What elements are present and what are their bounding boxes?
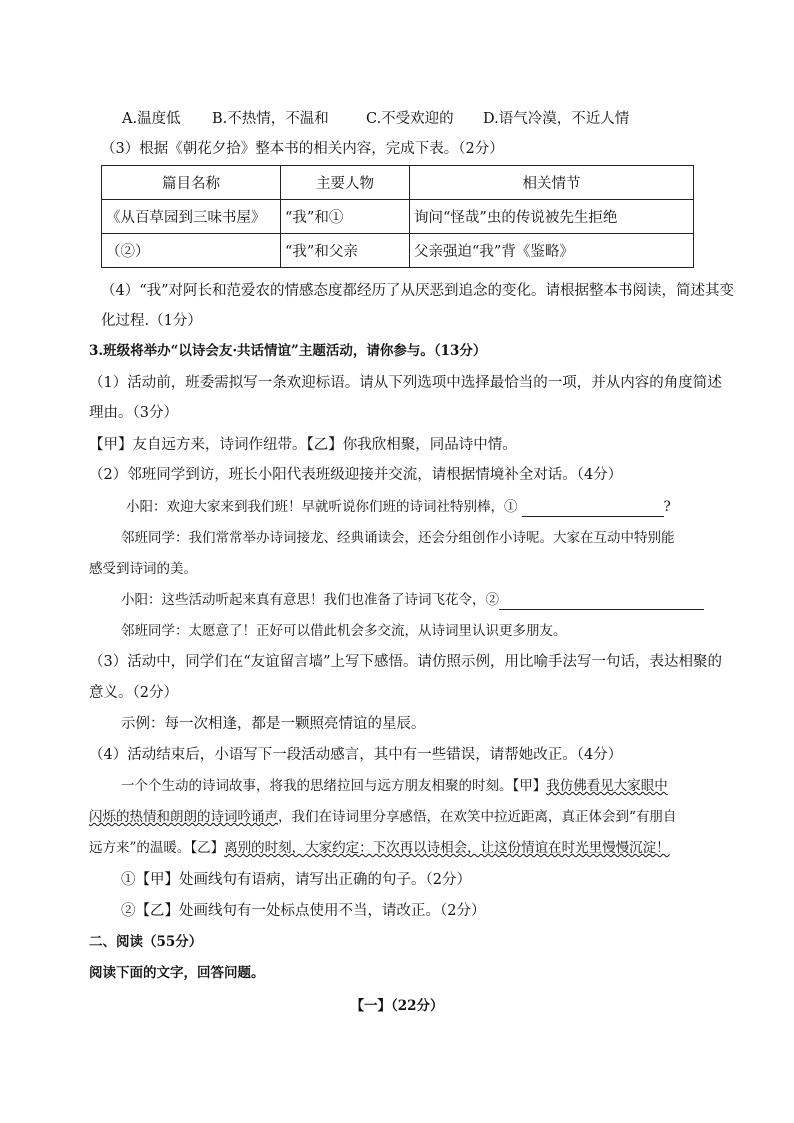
passage-text: 一个个生动的诗词故事，将我的思绪拉回与远方朋友相聚的时刻。【甲】	[121, 778, 547, 794]
dialog-line-1	[126, 497, 671, 517]
dialog-end: ?	[663, 499, 671, 515]
underlined-sentence-jia: 我仿佛看见大家眼中	[546, 778, 668, 794]
passage-text: 远方来”的温暖。【乙】	[89, 840, 225, 856]
table-row	[102, 234, 694, 268]
header-cell: 篇目名称	[102, 166, 281, 200]
passage-text: ，我们在诗词里分享感悟，在欢笑中拉近距离，真正体会到“有朋自	[278, 809, 677, 825]
s3-1-line2: 理由。（3分）	[89, 405, 178, 421]
answer-blank-2[interactable]	[499, 593, 704, 610]
dialog-line-4: 邻班同学：太愿意了！正好可以借此机会多交流，从诗词里认识更多朋友。	[121, 623, 567, 639]
s3-3-line2: 意义。（2分）	[89, 685, 178, 701]
passage-line-3	[89, 838, 670, 858]
section2-title: 二、阅读（55分）	[89, 934, 203, 950]
sub-question-1: ①【甲】处画线句有语病，请写出正确的句子。（2分）	[121, 872, 471, 888]
dialog-line-3	[121, 590, 704, 610]
header-cell: 主要人物	[281, 166, 410, 200]
q4-line1: （4）“我”对阿长和范爱农的情感态度都经历了从厌恶到追念的变化。请根据整本书阅读，简述其变	[101, 283, 735, 299]
header-cell: 相关情节	[410, 166, 694, 200]
table-cell: 询问“怪哉”虫的传说被先生拒绝	[410, 200, 694, 234]
section2-instruction: 阅读下面的文字，回答问题。	[89, 965, 265, 981]
q4-line2: 化过程.（1分）	[101, 313, 202, 329]
sub-question-2: ②【乙】处画线句有一处标点使用不当，请改正。（2分）	[121, 903, 486, 919]
s3-2-stem: （2）邻班同学到访，班长小阳代表班级迎接并交流，请根据情境补全对话。（4分）	[89, 467, 623, 483]
dialog-text: 小阳：欢迎大家来到我们班！早就听说你们班的诗词社特别棒，①	[126, 499, 518, 515]
table-header-row	[102, 166, 694, 200]
option-a: A.温度低	[122, 111, 181, 127]
answer-blank-1[interactable]	[522, 500, 664, 517]
s3-3-example: 示例：每一次相逢，都是一颗照亮情谊的星辰。	[121, 716, 426, 732]
table-cell: （②）	[102, 234, 281, 268]
table-cell: 父亲强迫“我”背《鉴略》	[410, 234, 694, 268]
table-row	[102, 200, 694, 234]
summary-table	[101, 165, 694, 268]
dialog-line-2b: 感受到诗词的美。	[89, 561, 197, 577]
section3-title: 3.班级将举办“以诗会友·共话情谊”主题活动，请你参与。（13分）	[89, 343, 487, 359]
slogan-options: 【甲】友自远方来，诗词作纽带。【乙】你我欣相聚，同品诗中情。	[89, 437, 517, 453]
options-row	[0, 109, 794, 129]
dialog-line-2a: 邻班同学：我们常常举办诗词接龙、经典诵读会，还会分组创作小诗呢。大家在互动中特别能	[121, 530, 675, 546]
underlined-sentence-yi: 离别的时刻，大家约定：下次再以诗相会，让这份情谊在时光里慢慢沉淀！	[224, 840, 670, 856]
s3-1-line1: （1）活动前，班委需拟写一条欢迎标语。请从下列选项中选择最恰当的一项，并从内容的角度简述	[89, 375, 722, 391]
table-cell: 《从百草园到三味书屋》	[102, 200, 281, 234]
passage-line-1	[121, 776, 668, 796]
option-c: C.不受欢迎的	[366, 111, 454, 127]
underlined-sentence-jia: 闪烁的热情和朗朗的诗词吟诵声	[89, 809, 278, 825]
table-cell: “我”和①	[281, 200, 410, 234]
s3-3-line1: （3）活动中，同学们在“友谊留言墙”上写下感悟。请仿照示例，用比喻手法写一句话，表达相聚的	[89, 654, 723, 670]
s3-4-stem: （4）活动结束后，小语写下一段活动感言，其中有一些错误，请帮她改正。（4分）	[89, 747, 623, 763]
part1-title: 【一】（22分）	[350, 998, 444, 1014]
option-d: D.语气冷漠，不近人情	[483, 111, 630, 127]
option-b: B.不热情，不温和	[212, 111, 329, 127]
passage-line-2	[89, 807, 676, 827]
q3-stem: （3）根据《朝花夕拾》整本书的相关内容，完成下表。（2分）	[101, 141, 504, 157]
dialog-text: 小阳：这些活动听起来真有意思！我们也准备了诗词飞花令，②	[121, 592, 499, 608]
table-cell: “我”和父亲	[281, 234, 410, 268]
